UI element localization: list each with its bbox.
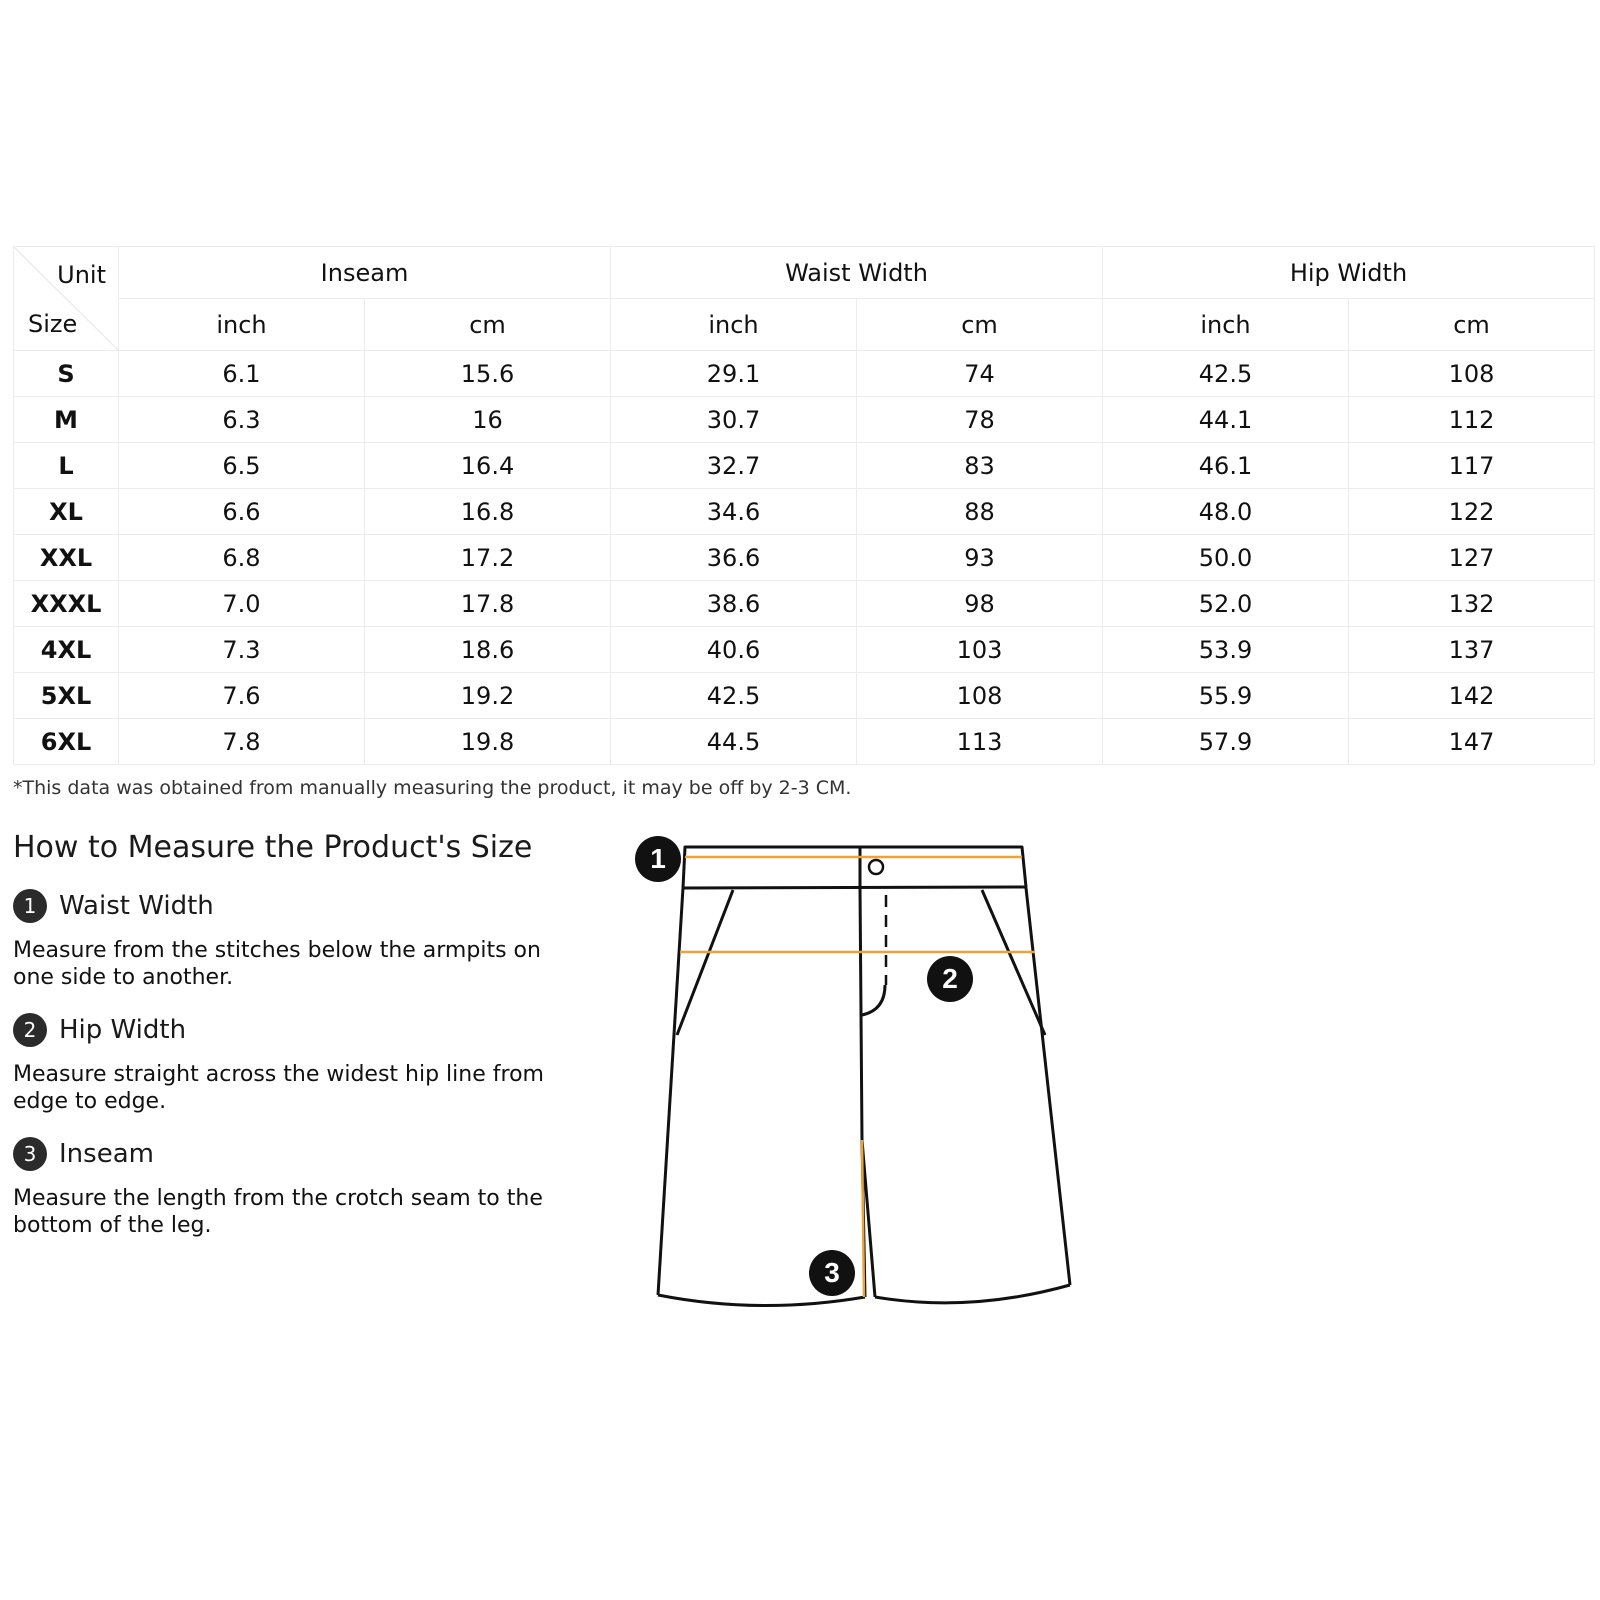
table-cell: 7.3 — [119, 627, 365, 673]
table-cell: 17.2 — [365, 535, 611, 581]
table-cell: 52.0 — [1103, 581, 1349, 627]
table-cell: 50.0 — [1103, 535, 1349, 581]
table-cell: 98 — [857, 581, 1103, 627]
step-waist-width — [13, 887, 573, 991]
marker-3-label: 3 — [824, 1257, 840, 1288]
table-row — [14, 581, 1595, 627]
table-cell: 34.6 — [611, 489, 857, 535]
step-title: Inseam — [59, 1139, 154, 1169]
size-cell: 4XL — [14, 627, 119, 673]
table-cell: 113 — [857, 719, 1103, 765]
table-cell: 44.1 — [1103, 397, 1349, 443]
table-cell: 46.1 — [1103, 443, 1349, 489]
table-cell: 29.1 — [611, 351, 857, 397]
table-cell: 93 — [857, 535, 1103, 581]
step-inseam — [13, 1135, 573, 1239]
table-cell: 103 — [857, 627, 1103, 673]
table-row — [14, 535, 1595, 581]
unit-header: inch — [1103, 299, 1349, 351]
size-cell: M — [14, 397, 119, 443]
table-cell: 6.1 — [119, 351, 365, 397]
table-cell: 16.4 — [365, 443, 611, 489]
marker-1-icon — [635, 836, 681, 882]
table-row — [14, 673, 1595, 719]
corner-header — [14, 247, 119, 351]
size-cell: S — [14, 351, 119, 397]
table-cell: 36.6 — [611, 535, 857, 581]
size-cell: XXL — [14, 535, 119, 581]
table-cell: 7.0 — [119, 581, 365, 627]
table-cell: 108 — [1349, 351, 1595, 397]
table-cell: 40.6 — [611, 627, 857, 673]
table-row — [14, 443, 1595, 489]
step-number-badge: 2 — [13, 1013, 47, 1047]
table-cell: 6.5 — [119, 443, 365, 489]
table-cell: 42.5 — [1103, 351, 1349, 397]
how-to-measure-title: How to Measure the Product's Size — [13, 830, 533, 865]
unit-label: Unit — [57, 261, 106, 289]
table-cell: 7.8 — [119, 719, 365, 765]
table-cell: 127 — [1349, 535, 1595, 581]
table-cell: 48.0 — [1103, 489, 1349, 535]
size-cell: 5XL — [14, 673, 119, 719]
table-cell: 16 — [365, 397, 611, 443]
table-cell: 44.5 — [611, 719, 857, 765]
table-cell: 112 — [1349, 397, 1595, 443]
marker-1-label: 1 — [650, 843, 666, 874]
table-cell: 83 — [857, 443, 1103, 489]
unit-header: cm — [857, 299, 1103, 351]
table-cell: 142 — [1349, 673, 1595, 719]
step-description: Measure from the stitches below the armpits on one side to another. — [13, 938, 541, 990]
table-cell: 16.8 — [365, 489, 611, 535]
unit-header: inch — [611, 299, 857, 351]
marker-2-label: 2 — [942, 963, 958, 994]
measurement-note: *This data was obtained from manually measuring the product, it may be off by 2-3 CM. — [13, 777, 852, 799]
button-icon — [869, 860, 883, 874]
how-to-measure-section — [13, 830, 573, 1259]
table-cell: 30.7 — [611, 397, 857, 443]
table-cell: 19.2 — [365, 673, 611, 719]
step-title: Waist Width — [59, 891, 214, 921]
step-description: Measure straight across the widest hip line from edge to edge. — [13, 1062, 544, 1114]
step-title: Hip Width — [59, 1015, 187, 1045]
group-header-waist-width: Waist Width — [611, 247, 1103, 299]
table-cell: 132 — [1349, 581, 1595, 627]
table-row — [14, 627, 1595, 673]
unit-header: inch — [119, 299, 365, 351]
unit-header: cm — [365, 299, 611, 351]
marker-2-icon — [927, 956, 973, 1002]
table-cell: 55.9 — [1103, 673, 1349, 719]
table-cell: 147 — [1349, 719, 1595, 765]
table-cell: 32.7 — [611, 443, 857, 489]
unit-header: cm — [1349, 299, 1595, 351]
table-cell: 122 — [1349, 489, 1595, 535]
table-cell: 38.6 — [611, 581, 857, 627]
table-cell: 78 — [857, 397, 1103, 443]
table-cell: 17.8 — [365, 581, 611, 627]
step-description: Measure the length from the crotch seam to the bottom of the leg. — [13, 1186, 543, 1238]
group-header-inseam: Inseam — [119, 247, 611, 299]
table-cell: 74 — [857, 351, 1103, 397]
size-chart-table — [13, 246, 1595, 765]
table-cell: 19.8 — [365, 719, 611, 765]
table-cell: 18.6 — [365, 627, 611, 673]
table-cell: 6.6 — [119, 489, 365, 535]
size-cell: 6XL — [14, 719, 119, 765]
marker-3-icon — [809, 1250, 855, 1296]
table-cell: 57.9 — [1103, 719, 1349, 765]
size-cell: XL — [14, 489, 119, 535]
table-cell: 108 — [857, 673, 1103, 719]
table-cell: 6.3 — [119, 397, 365, 443]
table-row — [14, 397, 1595, 443]
table-cell: 15.6 — [365, 351, 611, 397]
table-row — [14, 719, 1595, 765]
size-cell: XXXL — [14, 581, 119, 627]
table-cell: 137 — [1349, 627, 1595, 673]
table-body — [14, 351, 1595, 765]
table-cell: 42.5 — [611, 673, 857, 719]
table-row — [14, 489, 1595, 535]
size-label: Size — [28, 310, 78, 338]
table-cell: 7.6 — [119, 673, 365, 719]
size-cell: L — [14, 443, 119, 489]
table-cell: 53.9 — [1103, 627, 1349, 673]
shorts-measurement-diagram — [630, 835, 1090, 1345]
table-cell: 6.8 — [119, 535, 365, 581]
table-row — [14, 351, 1595, 397]
table-cell: 88 — [857, 489, 1103, 535]
table-cell: 117 — [1349, 443, 1595, 489]
step-hip-width — [13, 1011, 573, 1115]
group-header-hip-width: Hip Width — [1103, 247, 1595, 299]
step-number-badge: 3 — [13, 1137, 47, 1171]
step-number-badge: 1 — [13, 889, 47, 923]
